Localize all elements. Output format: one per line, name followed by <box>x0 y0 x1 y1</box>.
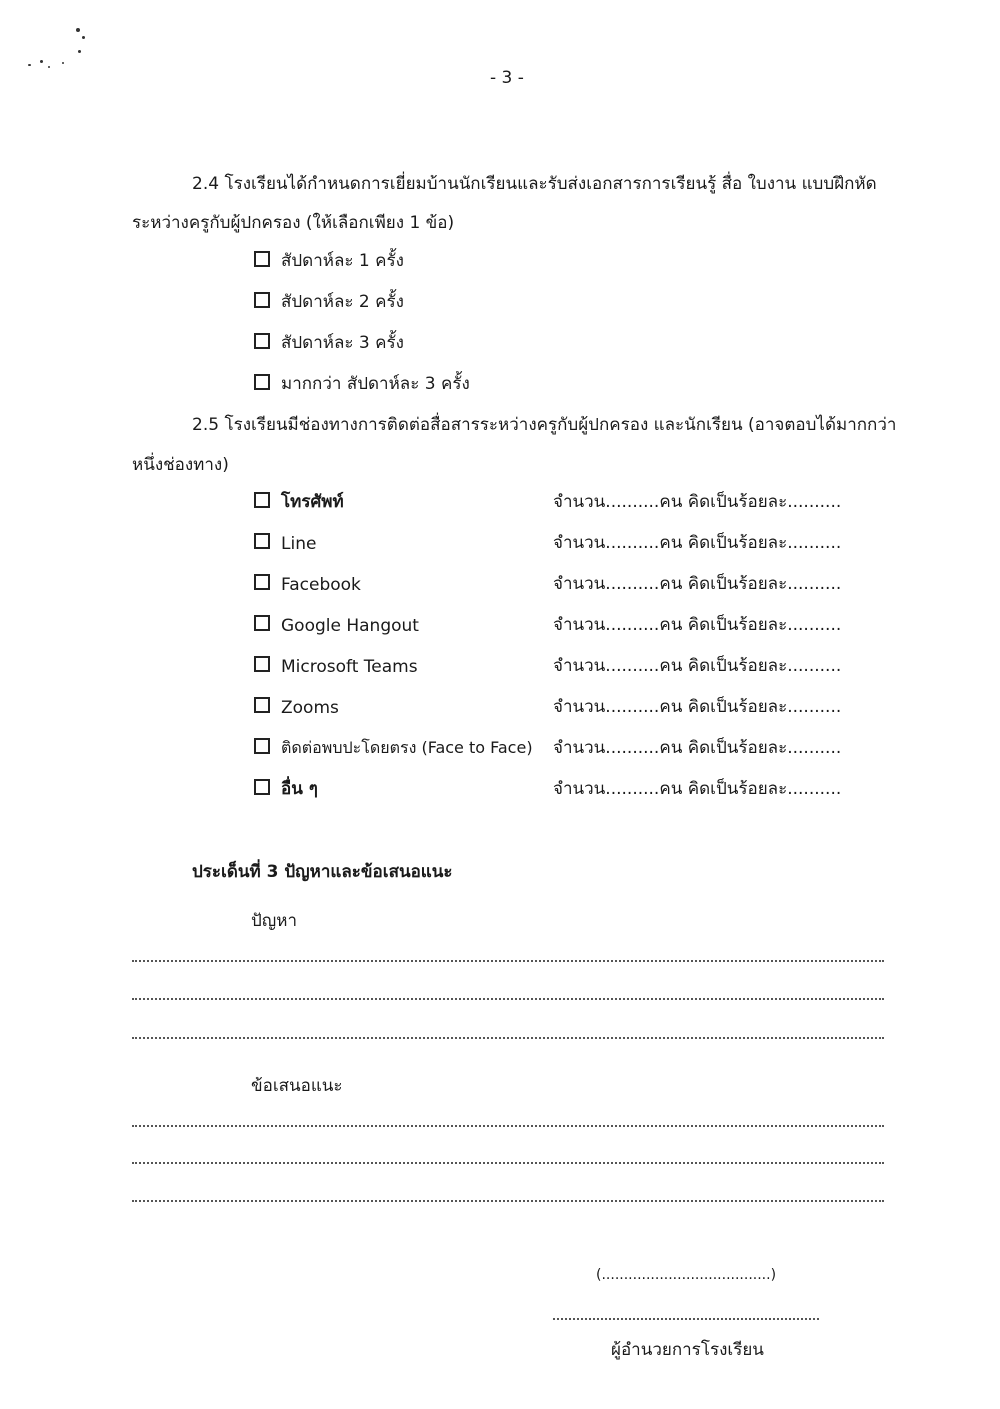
problem-answer-line[interactable] <box>132 1037 884 1039</box>
signatory-name-line: (......................................) <box>596 1267 777 1283</box>
option-label: สัปดาห์ละ 1 ครั้ง <box>281 251 404 271</box>
problem-label: ปัญหา <box>251 911 298 931</box>
checkbox[interactable] <box>254 374 270 390</box>
checkbox[interactable] <box>254 615 270 631</box>
channel-label: Line <box>281 534 317 554</box>
channel-label: Facebook <box>281 575 361 595</box>
checkbox[interactable] <box>254 251 270 267</box>
option-label: สัปดาห์ละ 2 ครั้ง <box>281 292 404 312</box>
count-fill-in: จำนวน..........คน คิดเป็นร้อยละ.......... <box>553 697 842 717</box>
checkbox[interactable] <box>254 533 270 549</box>
checkbox[interactable] <box>254 656 270 672</box>
checkbox[interactable] <box>254 779 270 795</box>
checkbox[interactable] <box>254 333 270 349</box>
checkbox[interactable] <box>254 738 270 754</box>
channel-label: ติดต่อพบปะโดยตรง (Face to Face) <box>281 738 533 757</box>
count-fill-in: จำนวน..........คน คิดเป็นร้อยละ.......... <box>553 574 842 594</box>
count-fill-in: จำนวน..........คน คิดเป็นร้อยละ.......... <box>553 779 842 799</box>
option-label: มากกว่า สัปดาห์ละ 3 ครั้ง <box>281 374 470 394</box>
channel-label: โทรศัพท์ <box>281 492 344 512</box>
q24-text-line2: ระหว่างครูกับผู้ปกครอง (ให้เลือกเพียง 1 ข้อ) <box>132 213 455 233</box>
problem-answer-line[interactable] <box>132 960 884 962</box>
checkbox[interactable] <box>254 492 270 508</box>
problem-answer-line[interactable] <box>132 998 884 1000</box>
checkbox[interactable] <box>254 574 270 590</box>
suggestion-answer-line[interactable] <box>132 1125 884 1127</box>
count-fill-in: จำนวน..........คน คิดเป็นร้อยละ.......... <box>553 615 842 635</box>
suggestion-label: ข้อเสนอแนะ <box>251 1076 343 1096</box>
signature-line[interactable] <box>553 1318 819 1320</box>
count-fill-in: จำนวน..........คน คิดเป็นร้อยละ.......... <box>553 492 842 512</box>
count-fill-in: จำนวน..........คน คิดเป็นร้อยละ.......... <box>553 738 842 758</box>
checkbox[interactable] <box>254 697 270 713</box>
channel-label: Google Hangout <box>281 616 419 636</box>
section3-heading: ประเด็นที่ 3 ปัญหาและข้อเสนอแนะ <box>192 862 453 882</box>
count-fill-in: จำนวน..........คน คิดเป็นร้อยละ.......... <box>553 656 842 676</box>
channel-label: Microsoft Teams <box>281 657 418 677</box>
q25-text-line1: 2.5 โรงเรียนมีช่องทางการติดต่อสื่อสารระหว่างครูกับผู้ปกครอง และนักเรียน (อาจตอบได้มากกว่า <box>192 415 897 435</box>
count-fill-in: จำนวน..........คน คิดเป็นร้อยละ.......... <box>553 533 842 553</box>
channel-label: อื่น ๆ <box>281 779 318 799</box>
suggestion-answer-line[interactable] <box>132 1162 884 1164</box>
suggestion-answer-line[interactable] <box>132 1200 884 1202</box>
signatory-title: ผู้อำนวยการโรงเรียน <box>611 1340 764 1360</box>
q25-text-line2: หนึ่งช่องทาง) <box>132 455 229 475</box>
q24-text-line1: 2.4 โรงเรียนได้กำหนดการเยี่ยมบ้านนักเรียนและรับส่งเอกสารการเรียนรู้ สื่อ ใบงาน แบบฝึกหัด <box>192 174 877 194</box>
checkbox[interactable] <box>254 292 270 308</box>
channel-label: Zooms <box>281 698 339 718</box>
option-label: สัปดาห์ละ 3 ครั้ง <box>281 333 404 353</box>
page-number: - 3 - <box>490 68 524 88</box>
